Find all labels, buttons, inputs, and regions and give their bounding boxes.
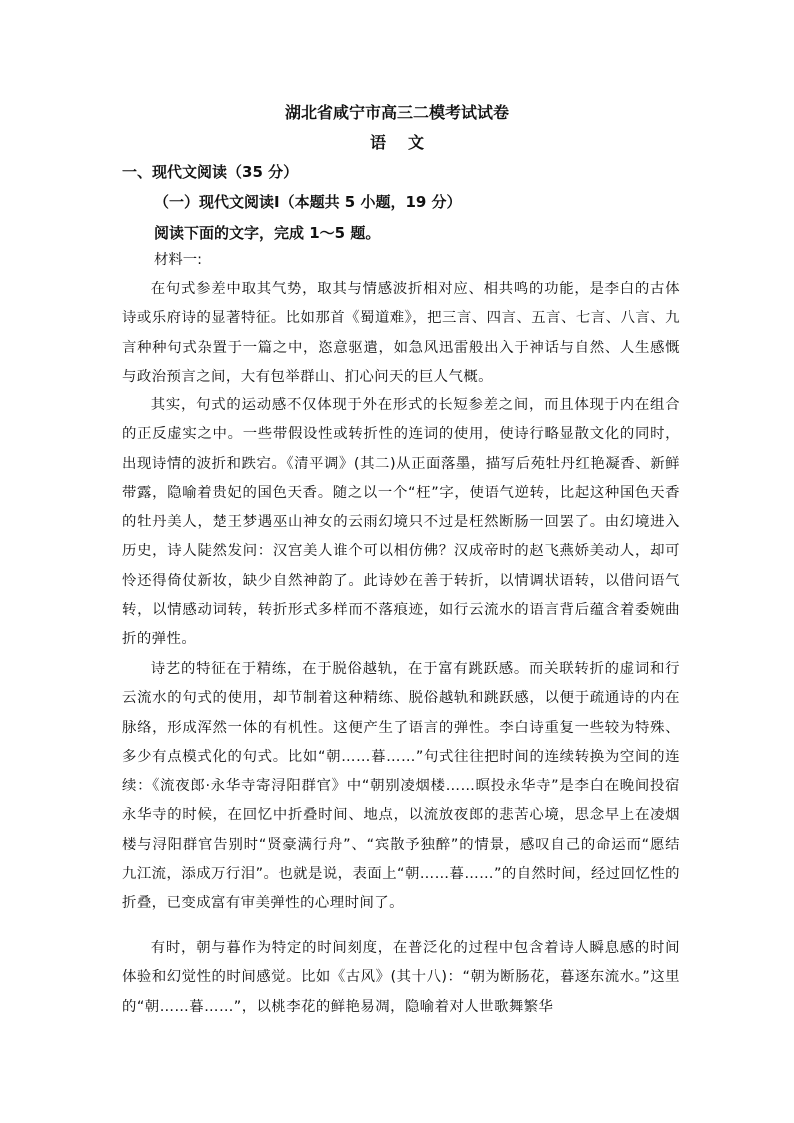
section-heading: 一、现代文阅读（35 分） <box>122 163 299 181</box>
subject-char-2: 文 <box>408 133 425 152</box>
paragraph-1: 在句式参差中取其气势，取其与情感波折相对应、相共鸣的功能，是李白的古体诗或乐府诗的显著特征。比如那首《蜀道难》，把三言、四言、五言、七言、八言、九言种种句式杂置于一篇之中，恣意驱遣，如急风迅雷般出入于神话与自然、人生感慨与政治预言之间，大有包举群山、扪心问天的巨人气概。 <box>122 281 680 385</box>
paragraph-4: 有时，朝与暮作为特定的时间刻度，在普泛化的过程中包含着诗人瞬息感的时间体验和幻觉性的时间感觉。比如《古风》(其十八)：“朝为断肠花，暮逐东流水。”这里的“朝……暮……”，以桃李花的鲜艳易凋，隐喻着对人世歌舞繁华 <box>122 940 680 1015</box>
subject-char-1: 语 <box>369 133 386 152</box>
page-title: 湖北省咸宁市高三二模考试试卷 <box>284 103 509 122</box>
subsection-heading: （一）现代文阅读Ⅰ（本题共 5 小题，19 分） <box>154 193 462 211</box>
paragraph-2: 其实，句式的运动感不仅体现于外在形式的长短参差之间，而且体现于内在组合的正反虚实之中。一些带假设性或转折性的连词的使用，使诗行略显散文化的同时，出现诗情的波折和跌宕。《清平调》(其二)从正面落墨，描写后苑牡丹红艳凝香、新鲜带露，隐喻着贵妃的国色天香。随之以一个“枉”字，使语气逆转，比起这种国色天香的牡丹美人，楚王梦遇巫山神女的云雨幻境只不过是枉然断肠一回罢了。由幻境进入历史，诗人陡然发问：汉宫美人谁个可以相仿佛？汉成帝时的赵飞燕娇美动人，却可怜还得倚仗新妆，缺少自然神韵了。此诗妙在善于转折，以情调状语转，以借问语气转，以情感动词转，转折形式多样而不落痕迹，如行云流水的语言背后蕴含着委婉曲折的弹性。 <box>122 397 680 648</box>
paragraph-3: 诗艺的特征在于精练，在于脱俗越轨，在于富有跳跃感。而关联转折的虚词和行云流水的句式的使用，却节制着这种精练、脱俗越轨和跳跃感，以便于疏通诗的内在脉络，形成浑然一体的有机性。这便产生了语言的弹性。李白诗重复一些较为特殊、多少有点模式化的句式。比如“朝……暮……”句式往往把时间的连续转换为空间的连续：《流夜郎·永华寺寄浔阳群官》中“朝别凌烟楼……暝投永华寺”是李白在晚间投宿永华寺的时候，在回忆中折叠时间、地点，以流放夜郎的悲苦心境，思念早上在凌烟楼与浔阳群官告别时“贤豪满行舟”、“宾散予独醉”的情景，感叹自己的命运而“愿结九江流，添成万行泪”。也就是说，表面上“朝……暮……”的自然时间，经过回忆性的折叠，已变成富有审美弹性的心理时间了。 <box>122 661 680 912</box>
material-label: 材料一: <box>154 252 203 268</box>
subject-heading <box>0 133 794 153</box>
instruction-text: 阅读下面的文字，完成 1～5 题。 <box>154 224 381 242</box>
